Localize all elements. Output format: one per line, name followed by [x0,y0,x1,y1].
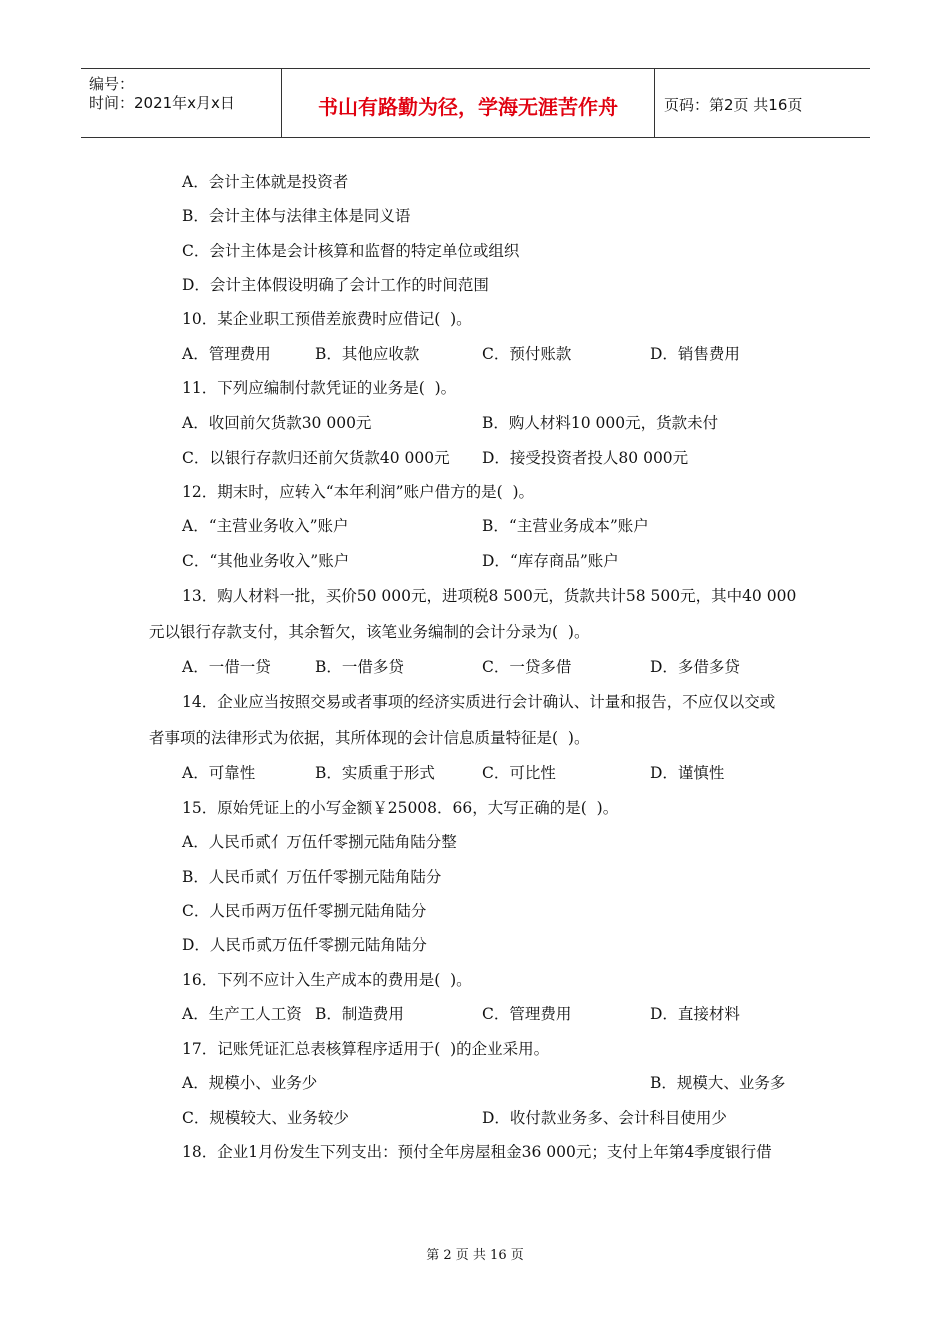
option-line: C．管理费用 [482,1005,572,1023]
option-line: B．其他应收款 [315,345,420,363]
question-line: 10．某企业职工预借差旅费时应借记( )。 [182,310,472,328]
option-line: C．“其他业务收入”账户 [182,552,350,570]
option-line: D．多借多贷 [650,658,740,676]
option-line: B．人民币贰亻万伍仟零捌元陆角陆分 [182,868,442,886]
option-line: B．购人材料10 000元，货款未付 [482,414,719,432]
option-line: B．一借多贷 [315,658,404,676]
option-line: A．收回前欠货款30 000元 [182,414,372,432]
option-line: B．“主营业务成本”账户 [482,517,649,535]
option-line: D．人民币贰万伍仟零捌元陆角陆分 [182,936,427,954]
option-line: D．接受投资者投人80 000元 [482,449,689,467]
option-line: A．“主营业务收入”账户 [182,517,349,535]
document-number-label: 编号： [89,75,135,93]
option-line: C．会计主体是会计核算和监督的特定单位或组织 [182,242,520,260]
option-line: B．规模大、业务多 [650,1074,786,1092]
question-line: 16．下列不应计入生产成本的费用是( )。 [182,971,472,989]
header-motto-cell [281,69,655,137]
option-line: A．生产工人工资 [182,1005,302,1023]
question-line: 15．原始凭证上的小写金额￥25008．66，大写正确的是( )。 [182,799,619,817]
option-line: A．可靠性 [182,764,256,782]
option-line: C．以银行存款归还前欠货款40 000元 [182,449,450,467]
page-footer: 第 2 页 共 16 页 [426,1248,524,1263]
option-line: C．可比性 [482,764,556,782]
option-line: C．一贷多借 [482,658,572,676]
option-line: A．人民币贰亻万伍仟零捌元陆角陆分整 [182,833,457,851]
option-line: A．会计主体就是投资者 [182,173,349,191]
header-motto: 书山有路勤为径，学海无涯苦作舟 [318,95,618,119]
option-line: B．制造费用 [315,1005,404,1023]
document-time-label: 时间：2021年x月x日 [89,94,235,112]
option-line: A．一借一贷 [182,658,271,676]
question-line: 17．记账凭证汇总表核算程序适用于( )的企业采用。 [182,1040,550,1058]
option-line: C．规模较大、业务较少 [182,1109,349,1127]
option-line: B．实质重于形式 [315,764,435,782]
question-line: 14．企业应当按照交易或者事项的经济实质进行会计确认、计量和报告，不应仅以交或 [182,693,776,711]
question-line-continued: 者事项的法律形式为依据，其所体现的会计信息质量特征是( )。 [149,729,590,747]
page-header [81,68,870,138]
option-line: D．收付款业务多、会计科目使用少 [482,1109,727,1127]
option-line: A．管理费用 [182,345,271,363]
question-line: 12．期末时，应转入“本年利润”账户借方的是( )。 [182,483,535,501]
option-line: B．会计主体与法律主体是同义语 [182,207,411,225]
option-line: D．谨慎性 [650,764,725,782]
option-line: C．人民币两万伍仟零捌元陆角陆分 [182,902,427,920]
question-line: 11．下列应编制付款凭证的业务是( )。 [182,379,457,397]
option-line: D．会计主体假设明确了会计工作的时间范围 [182,276,489,294]
question-line-continued: 元以银行存款支付，其余暂欠，该笔业务编制的会计分录为( )。 [149,623,590,641]
option-line: A．规模小、业务少 [182,1074,318,1092]
header-page-cell [654,69,870,137]
question-line: 18．企业1月份发生下列支出：预付全年房屋租金36 000元；支付上年第4季度银行借 [182,1143,772,1161]
option-line: D．“库存商品”账户 [482,552,619,570]
header-page-info: 页码：第2页 共16页 [664,96,803,114]
option-line: D．直接材料 [650,1005,740,1023]
question-line: 13．购人材料一批，买价50 000元，进项税8 500元，货款共计58 500元，其中40 000 [182,587,797,605]
option-line: C．预付账款 [482,345,572,363]
header-meta [81,69,281,137]
option-line: D．销售费用 [650,345,740,363]
